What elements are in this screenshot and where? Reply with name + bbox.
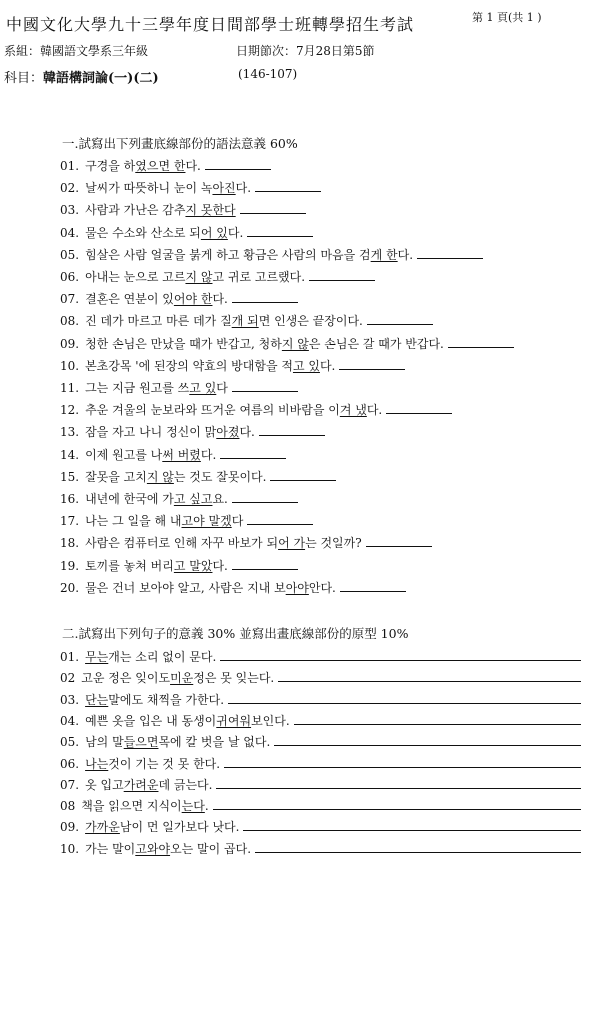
answer-blank[interactable]	[232, 292, 298, 303]
question-item	[60, 423, 589, 440]
question-text-after: 안다.	[308, 580, 336, 595]
underlined-part: 고 있	[189, 381, 217, 395]
question-text-after: 다.	[319, 358, 336, 373]
question-text-before: 힘살은 사람 얼굴을 붉게 하고 황금은 사람의 마음을 검	[85, 247, 371, 262]
question-number: 01.	[60, 159, 80, 173]
question-text-before: 잘못을 고치	[85, 469, 147, 484]
question-text-before: 남의 말	[85, 735, 124, 750]
question-number: 12.	[60, 403, 80, 418]
question-number: 11.	[60, 381, 80, 395]
answer-blank[interactable]	[228, 693, 581, 704]
answer-blank[interactable]	[278, 671, 581, 682]
question-item	[60, 446, 589, 463]
department-label: 系組：	[4, 44, 41, 58]
underlined-part: 귀여워	[216, 713, 252, 728]
page-number: 第 1 頁(共 1 )	[472, 11, 542, 24]
underlined-part: 아야	[285, 580, 309, 595]
question-text-after: 정은 못 잊는다.	[193, 671, 275, 686]
question-text-before: 이제 원고를 나	[85, 447, 163, 462]
question-item	[60, 490, 589, 507]
question-text-after: 면 인생은 끝장이다.	[258, 314, 363, 329]
answer-blank[interactable]	[255, 842, 581, 853]
answer-blank[interactable]	[205, 159, 271, 170]
question-text-before: 청한 손님은 만났을 때가 반갑고, 청하	[85, 336, 282, 351]
question-text-after: 은 손님은 갈 때가 반갑다.	[308, 336, 444, 351]
underlined-part: 써 버렸	[162, 447, 201, 462]
question-text-before: 결혼은 연분이 있	[85, 292, 174, 307]
question-number: 03.	[60, 692, 80, 707]
question-text-before: 날씨가 따뜻하니 눈이 녹	[85, 181, 213, 196]
question-number: 05.	[60, 735, 80, 750]
question-text-after: 다.	[212, 558, 228, 573]
underlined-part: 어 있	[200, 225, 228, 240]
question-text-before: 사람과 가난은 감추	[85, 203, 186, 218]
question-text-before: 고운 정은 잊이도	[81, 671, 171, 686]
underlined-part: 아졌	[216, 425, 240, 440]
underlined-part: 지 않	[281, 336, 309, 351]
question-text-after: 것이 기는 것 못 한다.	[108, 756, 221, 771]
underlined-part: 아진	[212, 181, 236, 196]
underlined-part: 가까운	[85, 820, 120, 835]
question-text-before: 잠을 자고 나니 정신이 맑	[85, 425, 217, 440]
answer-blank[interactable]	[232, 492, 298, 503]
question-number: 02.	[60, 181, 80, 196]
question-item	[60, 534, 589, 551]
underlined-part: 고 싶고	[173, 492, 213, 506]
question-item	[60, 669, 589, 686]
question-item	[60, 201, 589, 218]
question-text-before: 토끼를 놓쳐 버리	[85, 558, 174, 573]
question-text-after: 다.	[239, 425, 255, 440]
question-text-after: 다.	[185, 159, 201, 173]
answer-blank[interactable]	[294, 714, 581, 725]
question-text-after: 다	[216, 381, 228, 395]
answer-blank[interactable]	[220, 448, 286, 459]
question-item	[60, 357, 589, 374]
answer-blank[interactable]	[220, 650, 581, 661]
answer-blank[interactable]	[213, 799, 581, 810]
question-item	[60, 468, 589, 485]
answer-blank[interactable]	[366, 536, 432, 547]
underlined-part: 가려운	[123, 777, 159, 792]
question-item	[60, 224, 589, 241]
underlined-part: 단는	[85, 692, 109, 707]
course-code: (146-107)	[238, 67, 298, 81]
question-text-before: 추운 겨울의 눈보라와 뜨거운 여름의 비바람을 이	[85, 403, 340, 418]
question-item	[60, 246, 589, 263]
question-text-after: 다.	[227, 225, 244, 240]
question-text-before: 내년에 한국에 가	[85, 492, 174, 506]
section1-title: 一.試寫出下列畫底線部份的語法意義 60%	[62, 136, 298, 151]
underlined-part: 지 않	[146, 469, 174, 484]
question-text-after: 다.	[397, 247, 414, 262]
answer-blank[interactable]	[274, 735, 581, 746]
question-item	[60, 579, 589, 596]
question-number: 04.	[60, 225, 80, 240]
question-number: 09.	[60, 820, 80, 835]
question-number: 16.	[60, 492, 80, 506]
question-text-after: 보인다.	[251, 713, 290, 728]
question-text-before: 구경을 하	[85, 159, 136, 173]
subject-label: 科目：	[4, 71, 44, 86]
question-text-after: 는 것일까?	[305, 536, 362, 551]
question-number: 05.	[60, 247, 80, 262]
underlined-part: 고 있	[292, 358, 320, 373]
question-item	[60, 157, 589, 174]
question-number: 18.	[60, 536, 80, 551]
question-text-after: 목에 칼 벗을 날 없다.	[158, 735, 271, 750]
question-text-after: 다.	[200, 447, 217, 462]
answer-blank[interactable]	[339, 359, 405, 370]
question-text-before: 아내는 눈으로 고르	[85, 270, 186, 284]
question-item	[60, 818, 589, 835]
question-text-before: 옷 입고	[85, 777, 124, 792]
question-text-after: 개는 소리 없이 문다.	[108, 650, 217, 664]
question-item	[60, 840, 589, 857]
underlined-part: 게 한	[370, 247, 398, 262]
underlined-part: 나는	[85, 756, 109, 771]
underlined-part: 는다	[181, 799, 205, 814]
question-item	[60, 512, 589, 529]
answer-blank[interactable]	[340, 581, 406, 592]
question-number: 06.	[60, 756, 80, 771]
date-line	[236, 42, 375, 59]
question-number: 10.	[60, 841, 80, 856]
question-text-before: 물은 수소와 산소로 되	[85, 225, 201, 240]
answer-blank[interactable]	[232, 559, 298, 570]
question-text-after: 는 것도 잘못이다.	[173, 469, 267, 484]
answer-blank[interactable]	[259, 425, 325, 436]
question-item	[60, 776, 589, 793]
question-text-before: 나는 그 일을 해 내	[85, 514, 182, 529]
underlined-part: 들으면	[123, 735, 159, 750]
question-number: 20.	[60, 580, 80, 595]
answer-blank[interactable]	[309, 270, 375, 281]
question-item	[60, 755, 589, 772]
question-text-after: 고 귀로 고르랬다.	[212, 270, 306, 284]
subject-value: 韓語構詞論(一)(二)	[43, 71, 159, 86]
answer-blank[interactable]	[243, 820, 581, 831]
question-text-before: 책을 읽으면 지식이	[81, 799, 182, 814]
question-number: 14.	[60, 447, 80, 462]
subject-line	[4, 67, 159, 86]
question-number: 04.	[60, 713, 80, 728]
answer-blank[interactable]	[448, 337, 514, 348]
question-item	[60, 335, 589, 352]
question-number: 10.	[60, 358, 80, 373]
question-text-before: 물은 건너 보아야 알고, 사람은 지내 보	[85, 580, 286, 595]
question-text-after: 오는 말이 곱다.	[170, 841, 252, 856]
question-number: 06.	[60, 270, 80, 284]
question-number: 08	[60, 799, 76, 814]
department-value: 韓國語文學系三年級	[40, 44, 149, 58]
question-text-after: 남이 먼 일가보다 낫다.	[119, 820, 240, 835]
question-text-before: 사람은 컴퓨터로 인해 자꾸 바보가 되	[85, 536, 279, 551]
exam-title: 中國文化大學九十三學年度日間部學士班轉學招生考試	[6, 15, 415, 34]
underlined-part: 지 않	[185, 270, 213, 284]
answer-blank[interactable]	[417, 248, 483, 259]
question-number: 09.	[60, 336, 80, 351]
question-item	[60, 557, 589, 574]
question-text-before: 가는 말이	[85, 841, 136, 856]
question-number: 07.	[60, 777, 80, 792]
question-text-before: 진 데가 마르고 마른 데가 질	[85, 314, 232, 329]
answer-blank[interactable]	[232, 381, 298, 392]
question-item	[60, 691, 589, 708]
question-number: 13.	[60, 425, 80, 440]
question-text-after: 말에도 채찍을 가한다.	[108, 692, 225, 707]
department-line	[4, 42, 148, 59]
question-text-after: 다.	[212, 292, 228, 307]
question-text-after: 요.	[212, 492, 228, 506]
underlined-part: 였으면 한	[135, 159, 186, 173]
question-text-after: 다.	[366, 403, 383, 418]
question-text-after: 다.	[235, 181, 252, 196]
question-number: 08.	[60, 314, 80, 329]
question-text-after: 데 긁는다.	[158, 777, 213, 792]
underlined-part: 무는	[85, 650, 109, 664]
question-text-before: 그는 지금 원고를 쓰	[85, 381, 190, 395]
underlined-part: 어야 한	[173, 292, 213, 307]
question-item	[60, 797, 589, 814]
underlined-part: 어 가	[278, 536, 306, 551]
answer-blank[interactable]	[255, 181, 321, 192]
underlined-part: 고 말았	[173, 558, 213, 573]
answer-blank[interactable]	[270, 470, 336, 481]
answer-blank[interactable]	[247, 514, 313, 525]
question-number: 15.	[60, 469, 80, 484]
question-number: 17.	[60, 514, 80, 529]
question-text-before: 예쁜 옷을 입은 내 동생이	[85, 713, 217, 728]
question-number: 01.	[60, 650, 80, 664]
answer-blank[interactable]	[386, 403, 452, 414]
question-number: 03.	[60, 203, 80, 218]
question-item	[60, 401, 589, 418]
question-text-after: .	[204, 799, 209, 814]
question-item	[60, 312, 589, 329]
answer-blank[interactable]	[367, 314, 433, 325]
question-item	[60, 268, 589, 285]
underlined-part: 고야 말겠	[181, 514, 232, 529]
answer-blank[interactable]	[216, 778, 581, 789]
question-item	[60, 290, 589, 307]
question-item	[60, 179, 589, 196]
underlined-part: 겨 냈	[339, 403, 367, 418]
date-value: 7月28日第5節	[296, 44, 375, 58]
underlined-part: 개 되	[231, 314, 259, 329]
answer-blank[interactable]	[240, 203, 306, 214]
underlined-part: 미운	[170, 671, 194, 686]
question-number: 02	[60, 671, 76, 686]
question-item	[60, 379, 589, 396]
question-text-before: 본초강목 '에 된장의 약효의 방대함을 적	[85, 358, 293, 373]
question-number: 19.	[60, 558, 80, 573]
date-label: 日期節次：	[236, 44, 297, 58]
question-item	[60, 712, 589, 729]
section2-title: 二.試寫出下列句子的意義 30% 並寫出畫底線部份的原型 10%	[62, 626, 409, 641]
question-item	[60, 733, 589, 750]
question-text-after: 다	[231, 514, 244, 529]
underlined-part: 고와야	[135, 841, 171, 856]
question-number: 07.	[60, 292, 80, 307]
question-item	[60, 648, 589, 665]
answer-blank[interactable]	[247, 226, 313, 237]
underlined-part: 지 못한다	[185, 203, 236, 218]
answer-blank[interactable]	[224, 757, 581, 768]
